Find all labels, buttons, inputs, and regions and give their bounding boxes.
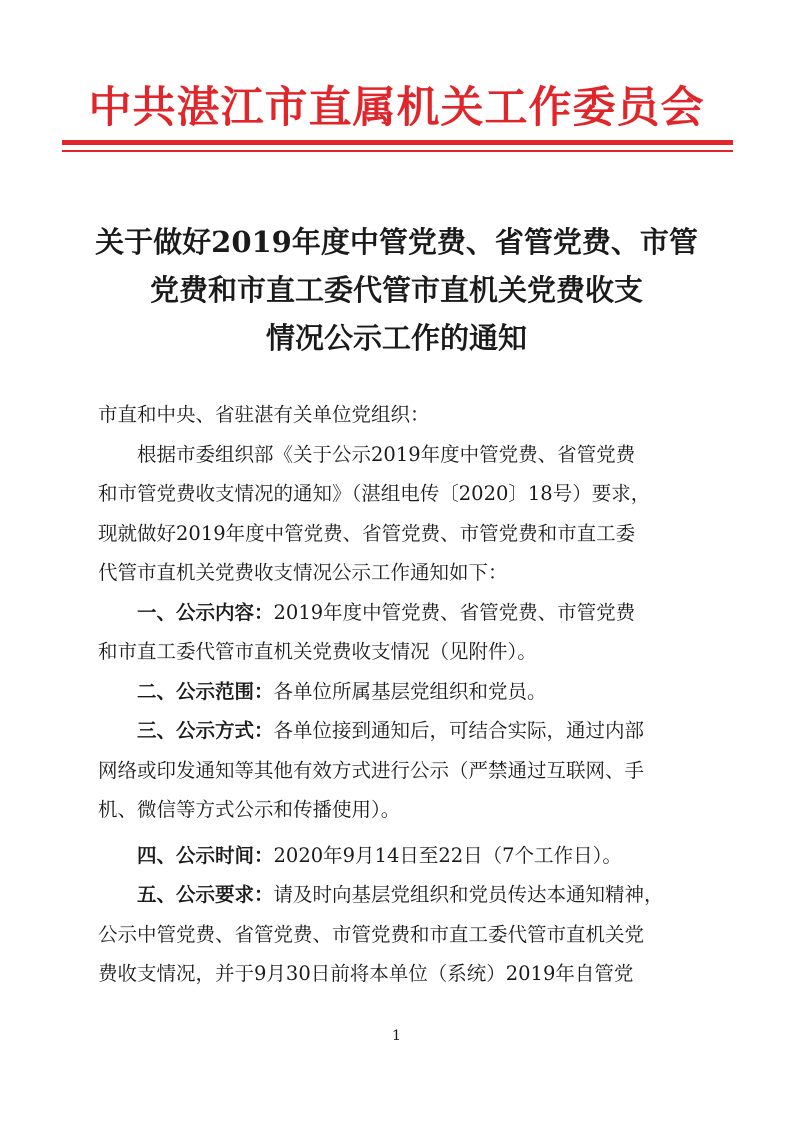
item-scope-label: 二、公示范围：: [137, 679, 274, 703]
title-line: 关于做好2019年度中管党费、省管党费、市管: [95, 225, 698, 259]
title-line: 党费和市直工委代管市直机关党费收支: [149, 273, 643, 307]
item-requirement-line: [98, 875, 698, 915]
item-requirement-label: 五、公示要求：: [137, 883, 274, 906]
item-time-text: 2020年9月14日至22日（7个工作日）。: [273, 843, 622, 867]
salutation: 市直和中央、省驻湛有关单位党组织：: [98, 403, 430, 426]
item-method-text: 各单位接到通知后，可结合实际，通过内部: [273, 719, 645, 742]
item-time-line: [98, 836, 698, 876]
document-body: [98, 395, 698, 994]
item-scope-line: [98, 672, 698, 712]
item-time-label: 四、公示时间：: [137, 843, 274, 867]
item-method-line: [98, 711, 698, 751]
item-requirement-line: 公示中管党费、省管党费、市管党费和市直工委代管市直机关党: [98, 922, 645, 946]
item-content-line: 和市直工委代管市直机关党费收支情况（见附件）。: [98, 640, 537, 663]
item-scope-text: 各单位所属基层党组织和党员。: [273, 679, 547, 703]
item-method-line: 机、微信等方式公示和传播使用）。: [98, 798, 401, 821]
item-method-line: 网络或印发通知等其他有效方式进行公示（严禁通过互联网、手: [98, 758, 645, 782]
title-line: 情况公示工作的通知: [265, 321, 527, 355]
header-red-rule-thick: [62, 140, 733, 145]
item-requirement-line: 费收支情况，并于9月30日前将本单位（系统）2019年自管党: [98, 962, 634, 985]
intro-line: 和市管党费收支情况的通知》（湛组电传〔2020〕18号）要求，: [98, 482, 651, 505]
item-content-label: 一、公示内容：: [137, 600, 274, 624]
intro-line: 代管市直机关党费收支情况公示工作通知如下：: [98, 561, 508, 584]
org-header-title: 中共湛江市直属机关工作委员会: [88, 83, 705, 133]
document-title: [0, 218, 793, 362]
intro-line: 现就做好2019年度中管党费、省管党费、市管党费和市直工委: [98, 521, 636, 545]
page-number: 1: [392, 1028, 401, 1044]
item-content-line: [98, 593, 698, 633]
intro-line: 根据市委组织部《关于公示2019年度中管党费、省管党费: [137, 442, 636, 466]
item-method-label: 三、公示方式：: [137, 719, 274, 742]
item-content-text: 2019年度中管党费、省管党费、市管党费: [273, 600, 636, 624]
item-requirement-text: 请及时向基层党组织和党员传达本通知精神，: [273, 883, 664, 906]
header-red-rule-thin: [62, 150, 733, 152]
